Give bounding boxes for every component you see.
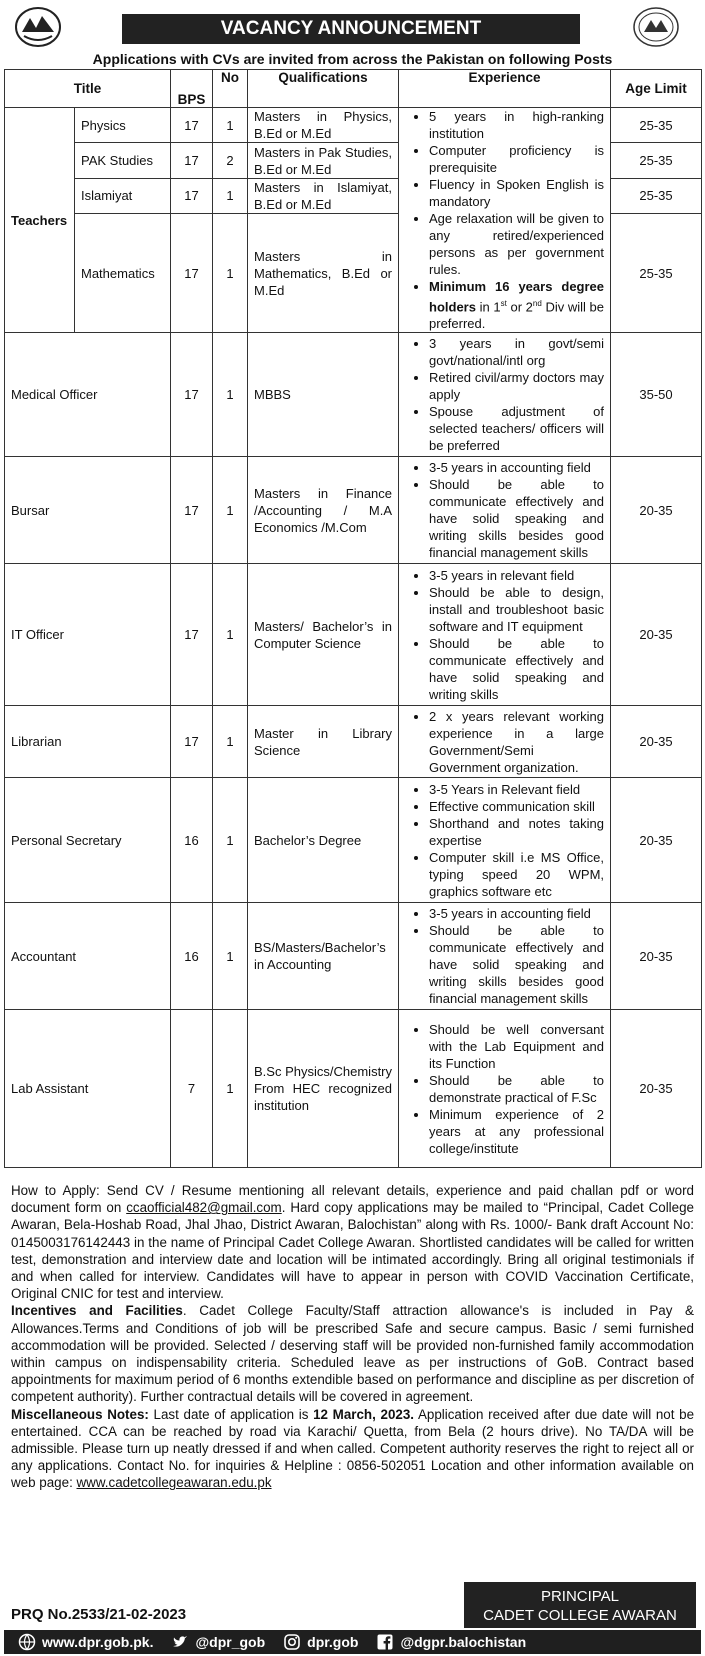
how-to-apply: How to Apply: Send CV / Resume mentioning all relevant details, experience and paid challan pdf or word document form on ccaofficial482@gmail.com. Hard copy applications may be mailed to “Principal, Cadet College Awaran, Bela-Hoshab Road, Jhal Jhao, District Awaran, Balochistan” along with Rs. 1000/- Bank draft Account No: 0145003176142443 in the name of Principal Cadet College Awaran. Shortlisted candidates will be called for written test, demonstration and interview date and location will be intimated accordingly. Bring all original testimonials if and when called for interview. Candidates will have to appear in person with COVID Vaccination Certificate, Original CNIC for test and interview. [11,1183,694,1302]
post-title: Librarian [5,706,171,778]
experience-item: • Effective communication skill [429,798,604,815]
post-bps: 7 [171,1010,213,1168]
post-no: 1 [213,108,248,143]
header-experience: Experience [399,70,611,108]
experience-item: • Minimum experience of 2 years at any professional college/institute [429,1106,604,1157]
experience-item: • Computer proficiency is prerequisite [429,142,604,176]
prq-number: PRQ No.2533/21-02-2023 [11,1606,187,1623]
post-qualification: Bachelor’s Degree [248,778,399,903]
post-qualification: Masters in Finance /Accounting / M.A Economics /M.Com [248,457,399,564]
teachers-experience [399,108,611,333]
table-row [5,1010,702,1168]
post-qualification: Masters in Mathematics, B.Ed or M.Ed [248,214,399,333]
table-row [5,778,702,903]
post-age-limit: 20-35 [611,706,702,778]
facebook-icon [376,1633,394,1651]
experience-item: • Age relaxation will be given to any retired/experienced persons as per government rules. [429,210,604,278]
post-qualification: B.Sc Physics/Chemistry From HEC recognized institution [248,1010,399,1168]
post-qualification: Masters/ Bachelor’s in Computer Science [248,564,399,706]
signature-college: CADET COLLEGE AWARAN [483,1607,677,1624]
experience-item: • 3-5 years in accounting field [429,459,604,476]
post-age-limit: 25-35 [611,178,702,213]
post-no: 1 [213,178,248,213]
footer-twitter-text: @dpr_gob [195,1634,266,1650]
signature-title: PRINCIPAL [540,1588,620,1605]
post-bps: 17 [171,564,213,706]
table-row [5,903,702,1010]
post-experience [399,333,611,457]
post-qualification: Masters in Physics, B.Ed or M.Ed [248,108,399,143]
experience-item: • 2 x years relevant working experience in a large Government/Semi Government organization. [429,708,604,776]
miscellaneous-notes: Miscellaneous Notes: Last date of application is 12 March, 2023. Application received after due date will not be entertained. CCA can be reached by road via Karachi/ Quetta, from Bela (2 hours drive). No TA/DA will be admissible. Please turn up neatly dressed if and when called. Competent authority reserves the right to reject all or any applications. Contact No. for inquiries & Helpline : 0856-502051 Location and other information available on web page: www.cadetcollegeawaran.edu.pk [11,1406,695,1491]
post-no: 1 [213,706,248,778]
experience-item: • Should be able to communicate effectively and have solid speaking and writing skills besides good financial management skills [429,922,604,1007]
footer-website[interactable] [18,1633,153,1651]
post-experience [399,1010,611,1168]
experience-item: • 3-5 years in relevant field [429,567,604,584]
post-qualification: MBBS [248,333,399,457]
experience-item: • Minimum 16 years degree holders in 1st or 2nd Div will be preferred. [429,278,604,332]
post-title: Accountant [5,903,171,1010]
website-link[interactable]: www.cadetcollegeawaran.edu.pk [76,1475,272,1491]
post-age-limit: 20-35 [611,564,702,706]
post-age-limit: 25-35 [611,108,702,143]
college-crest-logo-right [632,6,680,48]
subtitle: Applications with CVs are invited from across the Pakistan on following Posts [92,51,613,67]
experience-item: • 5 years in high-ranking institution [429,108,604,142]
post-title: Medical Officer [5,333,171,457]
experience-item: • Should be able to communicate effectively and have solid speaking and writing skills besides good financial management skills [429,476,604,561]
experience-item: • 3 years in govt/semi govt/national/intl org [429,335,604,369]
header-bps: BPS [171,70,213,108]
experience-item: • Computer skill i.e MS Office, typing speed 20 WPM, graphics software etc [429,849,604,900]
post-bps: 17 [171,214,213,333]
experience-item: • Shorthand and notes taking expertise [429,815,604,849]
post-no: 1 [213,564,248,706]
post-title: Islamiyat [75,178,171,213]
post-title: Lab Assistant [5,1010,171,1168]
post-age-limit: 20-35 [611,778,702,903]
post-bps: 17 [171,108,213,143]
post-no: 1 [213,778,248,903]
post-no: 1 [213,457,248,564]
footer-instagram-text: dpr.gob [307,1634,359,1650]
table-row [5,706,702,778]
experience-item: • Should be able to communicate effectively and have solid speaking and writing skills [429,635,604,703]
post-title: Physics [75,108,171,143]
footer-social-bar [4,1630,701,1654]
table-row [5,333,702,457]
footer-site-text: www.dpr.gob.pk. [42,1634,154,1650]
college-crest-logo-left [14,6,62,48]
post-qualification: Masters in Islamiyat, B.Ed or M.Ed [248,178,399,213]
footer-facebook-text: @dgpr.balochistan [400,1634,527,1650]
post-experience [399,564,611,706]
footer-facebook[interactable] [376,1633,526,1651]
footer-twitter[interactable] [171,1633,265,1651]
post-bps: 16 [171,903,213,1010]
globe-icon [18,1633,36,1651]
post-no: 1 [213,903,248,1010]
twitter-icon [171,1633,189,1651]
experience-item: • Should be well conversant with the Lab Equipment and its Function [429,1021,604,1072]
post-age-limit: 20-35 [611,457,702,564]
footer-instagram[interactable] [283,1633,358,1651]
experience-item: • Fluency in Spoken English is mandatory [429,176,604,210]
table-row [5,564,702,706]
experience-item: • 3-5 years in accounting field [429,905,604,922]
post-experience [399,778,611,903]
post-bps: 16 [171,778,213,903]
post-title: Personal Secretary [5,778,171,903]
post-age-limit: 20-35 [611,1010,702,1168]
post-bps: 17 [171,457,213,564]
teachers-label: Teachers [5,108,75,333]
experience-item: • Spouse adjustment of selected teachers/ officers will be preferred [429,403,604,454]
post-age-limit: 25-35 [611,214,702,333]
post-age-limit: 25-35 [611,143,702,178]
incentives-and-facilities: Incentives and Facilities. Cadet College Faculty/Staff attraction allowance's is included in Pay & Allowances.Terms and Conditions of job will be prescribed Safe and secure campus. Basic / semi furnished accommodation will be provided. Selected / deserving staff will be provided non-furnished family accommodation within campus on indispensability criteria. Scheduled leave as per instructions of GoB. Contract based appointments for maximum period of 6 months extendible based on performance and discipline as per discretion of competent authority). Further contractual details will be covered in agreement. [11,1303,694,1405]
post-bps: 17 [171,333,213,457]
post-experience [399,457,611,564]
experience-item: • Should be able to demonstrate practical of F.Sc [429,1072,604,1106]
experience-item: • 3-5 Years in Relevant field [429,781,604,798]
principal-signature-block [464,1582,696,1628]
experience-item: • Should be able to design, install and troubleshoot basic software and IT equipment [429,584,604,635]
table-row [5,108,702,143]
post-experience [399,706,611,778]
header-title: Title [5,70,171,108]
post-title: Bursar [5,457,171,564]
vacancy-table [4,69,702,1168]
post-title: PAK Studies [75,143,171,178]
post-qualification: Masters in Pak Studies, B.Ed or M.Ed [248,143,399,178]
post-bps: 17 [171,178,213,213]
post-age-limit: 20-35 [611,903,702,1010]
table-row [5,457,702,564]
post-no: 1 [213,333,248,457]
post-age-limit: 35-50 [611,333,702,457]
post-no: 1 [213,1010,248,1168]
post-no: 2 [213,143,248,178]
experience-item: • Retired civil/army doctors may apply [429,369,604,403]
header-qualifications: Qualifications [248,70,399,108]
post-title: IT Officer [5,564,171,706]
application-notes [11,1182,694,1492]
instagram-icon [283,1633,301,1651]
table-header-row [5,70,702,108]
post-experience [399,903,611,1010]
post-title: Mathematics [75,214,171,333]
contact-email-link[interactable]: ccaofficial482@gmail.com [126,1200,282,1216]
post-bps: 17 [171,706,213,778]
post-qualification: BS/Masters/Bachelor’s in Accounting [248,903,399,1010]
header-age-limit: Age Limit [611,70,702,108]
post-bps: 17 [171,143,213,178]
vacancy-announcement-banner: VACANCY ANNOUNCEMENT [122,14,580,44]
post-no: 1 [213,214,248,333]
post-qualification: Master in Library Science [248,706,399,778]
header-no: No [213,70,248,108]
